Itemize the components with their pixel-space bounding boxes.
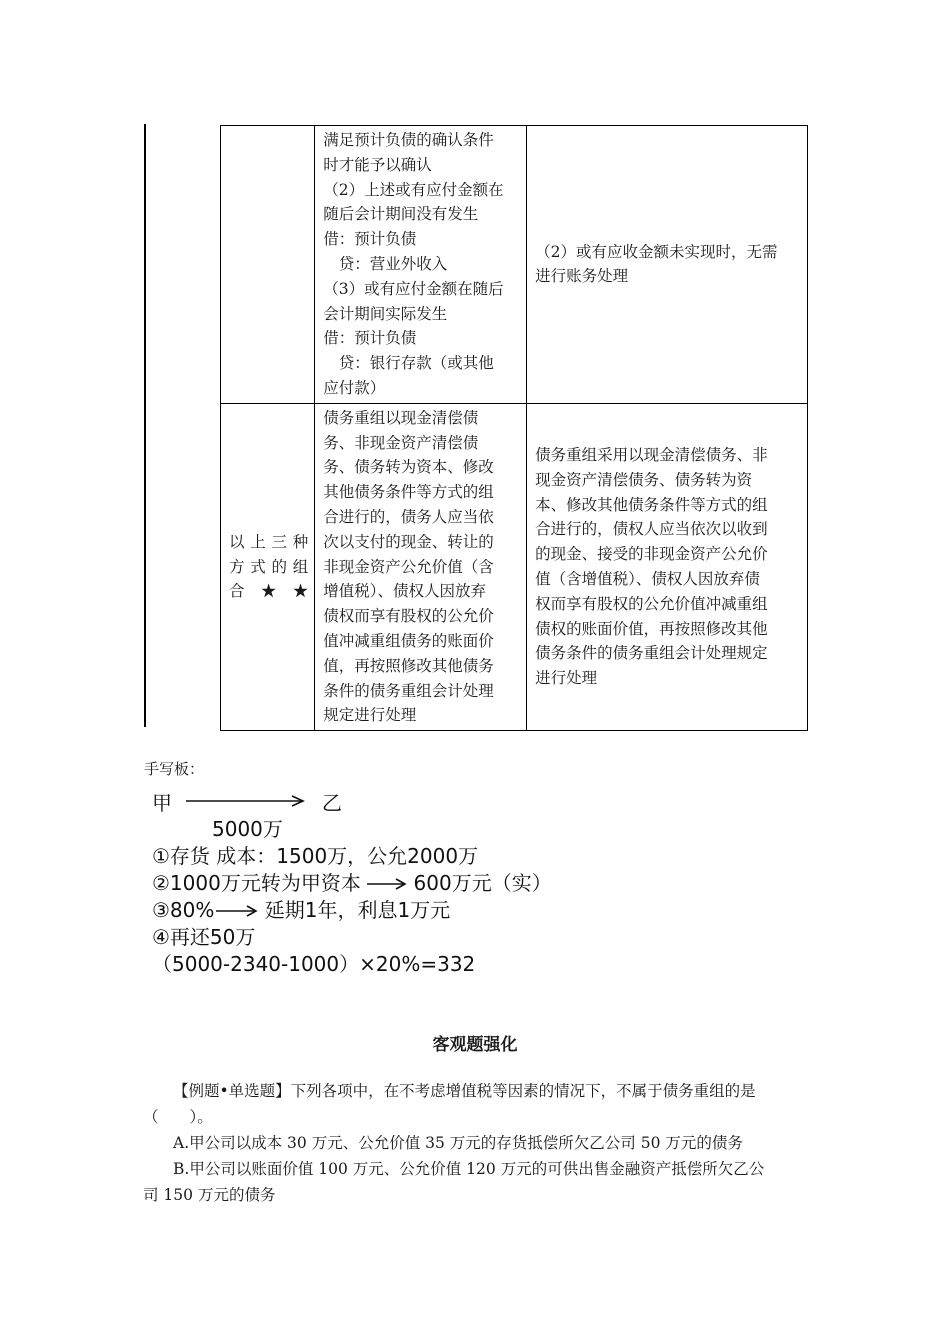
note-line-2-result: 600万元（实） [413,871,552,895]
debt-amount: 5000万 [212,817,283,841]
table-cell-creditor: （2）或有应收金额未实现时，无需 进行账务处理 [527,126,808,404]
table-cell-debtor: 债务重组以现金清偿债 务、非现金资产清偿债 务、债务转为资本、修改 其他债务条件等方式的组 合进行的，债务人应当依 次以支付的现金、转让的 非现金资产公允价值（含 增值税）、债权人因放弃 债权而享有股权的公允价 值冲减重组债务的账面价 值，再按照修改其他债务 条件的债务重组会计处理 规定进行处理 [315,403,527,730]
handwriting-board [152,786,552,978]
note-line-3-result: 延期1年，利息1万元 [264,898,451,922]
question-stem-text: 【例题•单选题】下列各项中，在不考虑增值税等因素的情况下，不属于债务重组的是 [173,1082,756,1100]
note-line-5: （5000-2340-1000）×20%=332 [152,952,476,976]
note-line-4: ④再还50万 [152,925,256,949]
accounting-table [220,125,808,731]
party-to: 乙 [322,790,342,815]
table-cell-method: 以上三种 方式的组 合★★ [221,403,315,730]
note-line-2 [152,870,552,897]
transfer-row [152,786,552,816]
arrow-right-icon [367,878,407,890]
note-line-3-text: ③80% [152,898,215,922]
table-cell-creditor: 债务重组采用以现金清偿债务、非 现金资产清偿债务、债务转为资 本、修改其他债务条件等方式的组 合进行的，债权人应当依次以收到 的现金、接受的非现金资产公允价 值（含增值税）、债权人因放弃债 权而享有股权的公允价值冲减重组 债权的账面价值，再按照修改其他 债务条件的债务重组会计处理规定 进行处理 [527,403,808,730]
question-blank: （ ）。 [143,1108,213,1126]
handwriting-label: 手写板： [144,760,205,778]
table-cell-method [221,126,315,404]
section-title: 客观题强化 [432,1035,518,1055]
arrow-right-icon [186,794,306,808]
option-a: A.甲公司以成本 30 万元、公允价值 35 万元的存货抵偿所欠乙公司 50 万元的债务 [173,1134,743,1152]
table-row [221,126,808,404]
party-from: 甲 [152,790,172,815]
table-row [221,403,808,730]
arrow-right-icon [214,905,258,917]
note-line-2-text: ②1000万元转为甲资本 [152,871,361,895]
option-b-line-2: 司 150 万元的债务 [143,1186,276,1204]
question-stem [143,1078,808,1208]
option-b-line-1: B.甲公司以账面价值 100 万元、公允价值 120 万元的可供出售金融资产抵偿所欠乙公 [173,1160,765,1178]
note-line-1: ①存货 成本：1500万，公允2000万 [152,844,479,868]
note-line-3 [152,897,552,924]
left-margin-rule [144,124,146,727]
table-cell-debtor: 满足预计负债的确认条件 时才能予以确认 （2）上述或有应付金额在 随后会计期间没有发生 借：预计负债 贷：营业外收入 （3）或有应付金额在随后 会计期间实际发生 借：预计负债 贷：银行存款（或其他 应付款） [315,126,527,404]
